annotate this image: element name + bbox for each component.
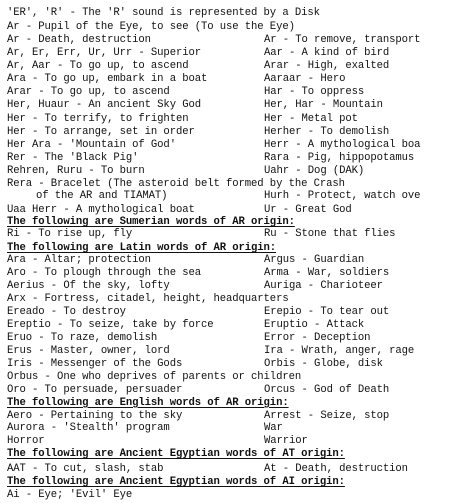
line-left-text: Aerius - Of the sky, lofty xyxy=(7,280,170,293)
line-left-text: Eruo - To raze, demolish xyxy=(7,331,158,344)
line-right-text: Ar - To remove, transport xyxy=(264,34,421,47)
line-right-text: War xyxy=(264,422,283,435)
line-right-text: Aaraar - Hero xyxy=(264,73,346,86)
line-left-text: Ar - Pupil of the Eye, to see (To use the Eye) xyxy=(7,21,295,34)
line-left-text: Ar, Aar - To go up, to ascend xyxy=(7,60,189,73)
line-right-text: Argus - Guardian xyxy=(264,254,365,267)
line-left-text: Oro - To persuade, persuader xyxy=(7,383,183,396)
line-left-text: Erus - Master, owner, lord xyxy=(7,344,170,357)
text-line xyxy=(0,227,450,242)
line-right-text: Erepio - To tear out xyxy=(264,306,390,318)
section-heading xyxy=(0,447,450,462)
text-line xyxy=(0,189,450,204)
line-right-text: Her - Metal pot xyxy=(264,112,358,125)
line-right-text: Error - Deception xyxy=(264,331,371,344)
line-left-text: Ara - To go up, embark in a boat xyxy=(7,73,208,86)
line-right-text: Arrest - Seize, stop xyxy=(264,409,390,422)
line-left-text: Ai - Eye; 'Evil' Eye xyxy=(7,489,133,501)
line-left-text: The following are Ancient Egyptian words of AT origin: xyxy=(7,448,345,461)
line-left-text: The following are Ancient Egyptian words of AI origin: xyxy=(7,476,345,489)
line-left-text: Aro - To plough through the sea xyxy=(7,267,201,280)
line-right-text: Arma - War, soldiers xyxy=(264,267,390,280)
line-right-text: Ira - Wrath, anger, rage xyxy=(264,344,415,357)
text-line xyxy=(0,488,450,503)
line-left-text: of the AR and TIAMAT) xyxy=(36,190,168,203)
line-left-text: Horror xyxy=(7,435,45,448)
line-right-text: Orcus - God of Death xyxy=(264,383,390,396)
line-left-text: The following are Latin words of AR origin: xyxy=(7,242,277,255)
line-right-text: Rara - Pig, hippopotamus xyxy=(264,151,415,164)
line-left-text: Iris - Messenger of the Gods xyxy=(7,357,183,370)
line-right-text: Warrior xyxy=(264,435,308,448)
text-line xyxy=(0,98,450,113)
line-left-text: Her - To arrange, set in order xyxy=(7,125,195,138)
line-right-text: Auriga - Charioteer xyxy=(264,280,383,293)
line-left-text: Ar, Er, Err, Ur, Urr - Superior xyxy=(7,47,201,60)
line-left-text: Ara - Altar; protection xyxy=(7,254,151,267)
line-left-text: Ri - To rise up, fly xyxy=(7,228,133,241)
line-right-text: Hurh - Protect, watch ove xyxy=(264,190,421,203)
line-left-text: Arx - Fortress, citadel, height, headquarters xyxy=(7,293,289,306)
line-right-text: At - Death, destruction xyxy=(264,463,408,476)
line-left-text: Ereptio - To seize, take by force xyxy=(7,318,214,331)
text-line xyxy=(0,6,450,21)
line-left-text: Ereado - To destroy xyxy=(7,306,126,318)
line-left-text: Orbus - One who deprives of parents or children xyxy=(7,370,302,383)
line-left-text: Uaa Herr - A mythological boat xyxy=(7,204,195,217)
line-left-text: Rehren, Ruru - To burn xyxy=(7,164,145,177)
line-right-text: Herr - A mythological boa xyxy=(264,138,421,151)
line-right-text: Arar - High, exalted xyxy=(264,60,390,73)
line-left-text: Her Ara - 'Mountain of God' xyxy=(7,138,176,151)
line-left-text: Her, Huaur - An ancient Sky God xyxy=(7,98,201,111)
line-right-text: Ru - Stone that flies xyxy=(264,228,396,241)
line-left-text: Rera - Bracelet (The asteroid belt formed by the Crash xyxy=(7,177,345,190)
line-right-text: Orbis - Globe, disk xyxy=(264,357,383,370)
line-left-text: The following are English words of AR origin: xyxy=(7,396,289,409)
line-right-text: Eruptio - Attack xyxy=(264,318,365,331)
line-left-text: Aurora - 'Stealth' program xyxy=(7,422,170,435)
line-right-text: Uahr - Dog (DAK) xyxy=(264,164,365,177)
line-left-text: 'ER', 'R' - The 'R' sound is represented by a Disk xyxy=(7,6,320,19)
line-left-text: The following are Sumerian words of AR origin: xyxy=(7,216,295,229)
line-left-text: Aero - Pertaining to the sky xyxy=(7,409,183,422)
line-right-text: Har - To oppress xyxy=(264,86,365,99)
line-left-text: AAT - To cut, slash, stab xyxy=(7,463,164,476)
line-left-text: Ar - Death, destruction xyxy=(7,34,151,47)
line-left-text: Her - To terrify, to frighten xyxy=(7,112,189,125)
line-right-text: Her, Har - Mountain xyxy=(264,98,383,111)
line-right-text: Herher - To demolish xyxy=(264,125,390,138)
line-right-text: Aar - A kind of bird xyxy=(264,47,390,60)
line-left-text: Arar - To go up, to ascend xyxy=(7,86,170,99)
line-left-text: Rer - The 'Black Pig' xyxy=(7,151,139,164)
line-right-text: Ur - Great God xyxy=(264,204,352,217)
